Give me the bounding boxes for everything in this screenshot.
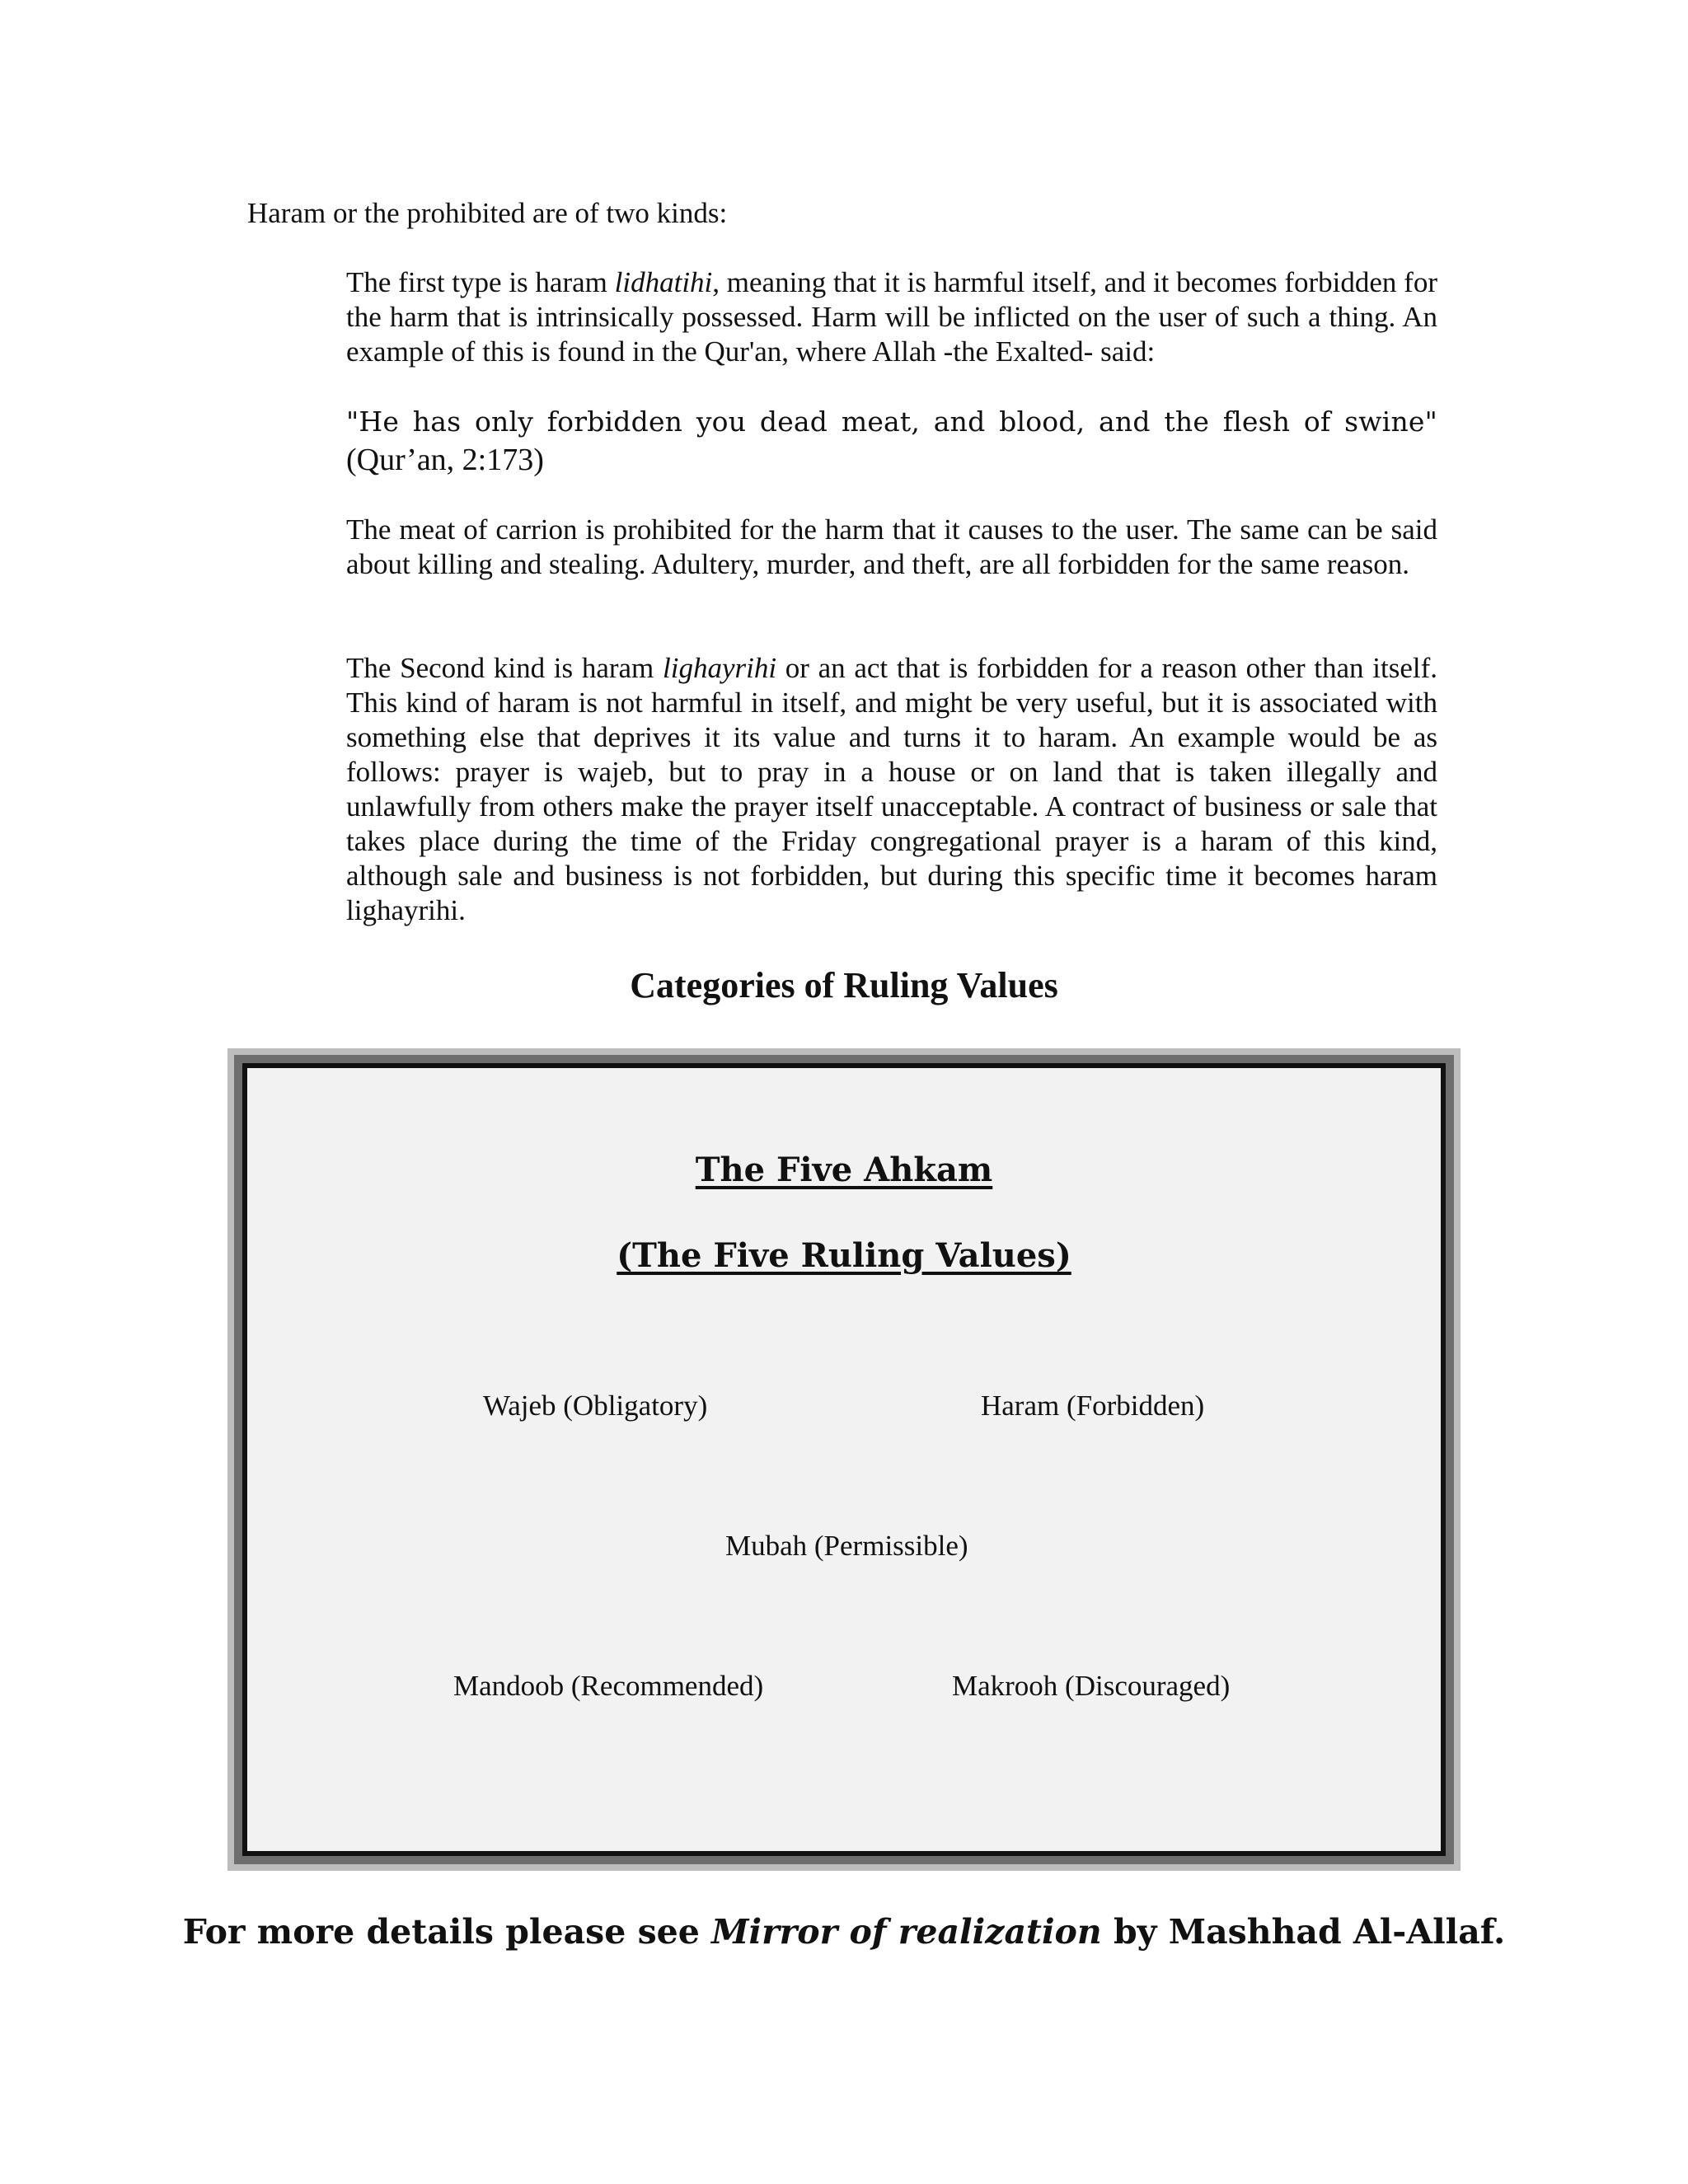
box-panel xyxy=(242,1063,1446,1856)
ruling-mandoob: Mandoob (Recommended) xyxy=(453,1670,764,1702)
para1-text-start: The first type is haram xyxy=(346,266,615,298)
box-title: The Five Ahkam xyxy=(695,1151,993,1189)
term-lidhatihi: lidhatihi xyxy=(614,266,713,298)
ruling-values-box xyxy=(227,1048,1461,1871)
footer-book-title: Mirror of realization xyxy=(711,1912,1102,1952)
para3-text-start: The Second kind is haram xyxy=(346,652,663,684)
quote-text: "He has only forbidden you dead meat, and blood, and the flesh of swine" xyxy=(346,405,1437,438)
footer-reference xyxy=(0,1909,1688,1955)
paragraph-carrion: The meat of carrion is prohibited for the harm that it causes to the user. The same can be said about killing and stealing. Adultery, murder, and theft, are all forbidden for the same reason. xyxy=(346,513,1437,580)
box-subtitle: (The Five Ruling Values) xyxy=(617,1236,1071,1275)
ruling-haram: Haram (Forbidden) xyxy=(981,1390,1205,1422)
ruling-makrooh: Makrooh (Discouraged) xyxy=(952,1670,1231,1702)
footer-text-start: For more details please see xyxy=(182,1912,712,1952)
para1-text-end: , meaning that it is harmful itself, and it becomes forbidden for the harm that is intrinsically possessed. Harm will be inflicted on the user of such a thing. An example of this is found in the Qur'an, where Allah -the Exalted- said: xyxy=(346,266,1437,368)
paragraph-second-type xyxy=(346,651,1437,928)
box-frame xyxy=(234,1055,1454,1864)
quran-quote xyxy=(346,402,1437,479)
ruling-mubah: Mubah (Permissible) xyxy=(725,1530,968,1562)
paragraph-first-type xyxy=(346,265,1437,369)
footer-text-end: by Mashhad Al-Allaf. xyxy=(1101,1912,1506,1952)
intro-line: Haram or the prohibited are of two kinds: xyxy=(247,197,728,229)
quote-citation: (Qur’an, 2:173) xyxy=(346,443,544,477)
ruling-wajeb: Wajeb (Obligatory) xyxy=(483,1390,708,1422)
section-heading: Categories of Ruling Values xyxy=(630,965,1058,1005)
para3-text-end: or an act that is forbidden for a reason other than itself. This kind of haram is not harmful in itself, and might be very useful, but it is associated with something else that deprives it its value and turns it to haram. An example would be as follows: prayer is wajeb, but to pray in a house or on land that is taken illegally and unlawfully from others make the prayer itself unacceptable. A contract of business or sale that takes place during the time of the Friday congregational prayer is a haram of this kind, although sale and business is not forbidden, but during this specific time it becomes haram lighayrihi. xyxy=(346,652,1437,926)
term-lighayrihi: lighayrihi xyxy=(663,652,777,684)
